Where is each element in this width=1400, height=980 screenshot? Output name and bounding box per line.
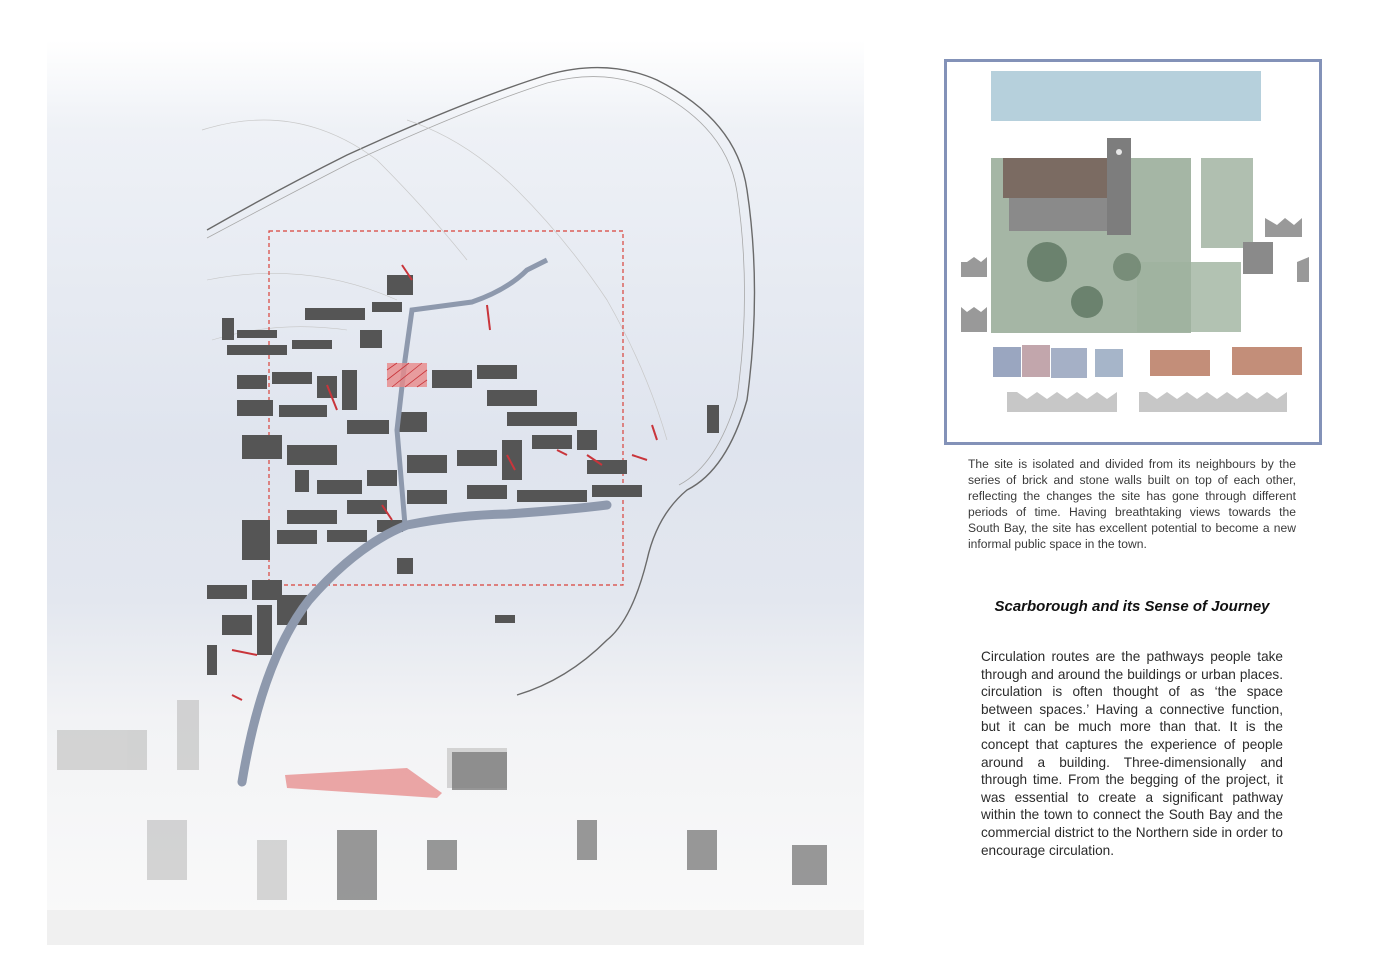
circulation-route: [242, 505, 607, 782]
church-nave: [1009, 195, 1109, 231]
sketch-caption: The site is isolated and divided from its neighbours by the series of brick and stone walls built on top of each other, reflecting the changes the site has gone through different periods of time. Having breathtaking views towards the South Bay, the site has excellent potential to become a new informal public space in the town.: [968, 457, 1296, 551]
church-roof: [1003, 158, 1107, 198]
building-blocks: [207, 275, 719, 675]
section-body: Circulation routes are the pathways people take through and around the buildings or urban places. circulation is often thought of as ‘the space between spaces.’ Having a connective function, but it can be much more than that. It is the concept that captures the experience of people around a building. Three-dimensionally and through time. From the begging of the project, it was essential to create a significant pathway within the town to connect the South Bay and the commercial district to the Northern side in order to encourage circulation.: [981, 649, 1283, 858]
sky: [991, 71, 1261, 121]
site-map-panel: [47, 40, 864, 945]
site-sketch: [947, 62, 1319, 442]
site-sketch-frame: [944, 59, 1322, 445]
section-title: Scarborough and its Sense of Journey: [994, 598, 1270, 615]
highlighted-building: [285, 768, 442, 798]
terrace-houses: [993, 345, 1302, 378]
clock-icon: [1116, 149, 1122, 155]
site-plan-map: [47, 40, 864, 945]
